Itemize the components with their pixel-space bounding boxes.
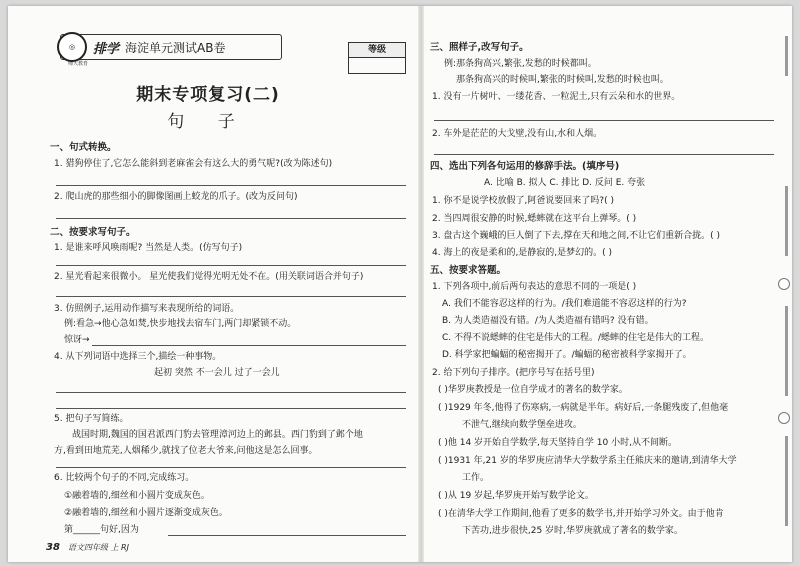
answer-line[interactable]: [56, 408, 406, 409]
brand-logo-icon: ◎: [57, 32, 87, 62]
option-c: C. 不得不说蟋蟀的住宅是伟大的工程。/蟋蟀的住宅是伟大的工程。: [442, 333, 710, 343]
question-3-1: 1. 没有一片树叶、一缕花香、一粒泥土,只有云朵和水的世界。: [432, 92, 681, 102]
section-heading-2: 二、按要求写句子。: [50, 227, 136, 238]
option-b: B. 为人类造福没有错。/为人类造福有错吗? 没有错。: [442, 316, 654, 326]
question-2-4-words: 起初 突然 不一会儿 过了一会儿: [154, 368, 280, 378]
answer-line[interactable]: [56, 467, 406, 468]
grade-label: 等级: [349, 43, 405, 58]
question-2-5-text-1: 战国时期,魏国的国君派西门豹去管理漳河边上的邺县。西门豹到了邺个地: [72, 430, 363, 440]
answer-line[interactable]: [56, 265, 406, 266]
sort-sentence-4b: 工作。: [462, 473, 490, 483]
right-page: [424, 6, 792, 562]
question-2-3-word: 惊讶→: [64, 335, 90, 345]
grade-box: [348, 42, 406, 74]
question-2-4: 4. 从下列词语中选择三个,描绘一种事物。: [54, 352, 222, 362]
binding-bar: [785, 186, 788, 256]
answer-line[interactable]: [56, 296, 406, 297]
brand-tagline: 师大教育: [68, 61, 89, 67]
binding-bar: [785, 36, 788, 76]
question-2-6-sentence-1: ①融着墙的,细丝和小圆片变成灰色。: [64, 491, 210, 501]
footer-text: 语文四年级 上 RJ: [67, 543, 129, 552]
option-d: D. 科学家把蝙蝠的秘密揭开了。/蝙蝠的秘密被科学家揭开了。: [442, 350, 692, 360]
section-3-example-2: 那条狗高兴的时候叫,繁张的时候叫,发愁的时候也叫。: [456, 75, 669, 85]
sort-sentence-6b: 下苦功,进步很快,25 岁时,华罗庚就成了著名的数学家。: [462, 526, 683, 536]
question-2-6-fill: 第______句好,因为: [64, 525, 139, 535]
question-2-3-example: 例:看急→他心急如焚,快步地找去宿车门,两门却紧锁不动。: [64, 319, 297, 329]
question-1-2: 2. 爬山虎的那些细小的脚像图画上蛟龙的爪子。(改为反问句): [54, 192, 298, 202]
page-number: 38: [46, 542, 60, 553]
section-heading-3: 三、照样子,改写句子。: [430, 42, 529, 53]
book-spread: [8, 6, 792, 562]
sort-sentence-3: ( )他 14 岁开始自学数学,每天坚持自学 10 小时,从不间断。: [438, 438, 677, 448]
section-4-options: A. 比喻 B. 拟人 C. 排比 D. 反问 E. 夸张: [484, 178, 646, 188]
section-heading-5: 五、按要求答题。: [430, 265, 507, 276]
brand-name: 排学: [93, 41, 120, 57]
option-a: A. 我们不能容忍这样的行为。/我们难道能不容忍这样的行为?: [442, 299, 687, 309]
sort-sentence-5: ( )从 19 岁起,华罗庚开始写数学论文。: [438, 491, 594, 501]
binding-marks: [778, 6, 792, 562]
page-title: 期末专项复习(二): [136, 85, 280, 105]
question-2-6-sentence-2: ②融着墙的,细丝和小圆片逐渐变成灰色。: [64, 508, 228, 518]
question-5-2: 2. 给下列句子排序。(把序号写在括号里): [432, 368, 595, 378]
left-page: [8, 6, 418, 562]
question-2-2: 2. 星光看起来很微小。 星光使我们觉得光明无处不在。(用关联词语合并句子): [54, 272, 364, 282]
question-1-1: 1. 猎狗停住了,它怎么能斜到老麻雀会有这么大的勇气呢?(改为陈述句): [54, 159, 333, 169]
binding-bar: [785, 436, 788, 526]
section-heading-1: 一、句式转换。: [50, 142, 117, 153]
sort-sentence-1: ( )华罗庚教授是一位自学成才的著名的数学家。: [438, 385, 628, 395]
answer-line[interactable]: [56, 392, 406, 393]
question-3-2: 2. 车外是茫茫的大戈壁,没有山,水和人烟。: [432, 129, 603, 139]
question-2-5-text-2: 方,看到田地荒芜,人烟稀少,就找了位老大爷来,问他这是怎么回事。: [54, 446, 318, 456]
binding-ring-icon: [778, 278, 790, 290]
page-subtitle: 句 子: [167, 112, 249, 132]
question-4-1: 1. 你不是说学校放假了,阿爸说要回来了吗?( ): [432, 196, 614, 206]
binding-bar: [785, 306, 788, 396]
question-2-1: 1. 是谁来呼风唤雨呢? 当然是人类。(仿写句子): [54, 243, 243, 253]
answer-line[interactable]: [92, 345, 406, 346]
answer-line[interactable]: [168, 535, 406, 536]
answer-line[interactable]: [434, 120, 774, 121]
section-heading-4: 四、选出下列各句运用的修辞手法。(填序号): [430, 161, 620, 172]
sort-sentence-2b: 不泄气,继续向数学堡垒进攻。: [462, 420, 582, 430]
sort-sentence-4a: ( )1931 年,21 岁的华罗庚应清华大学数学系主任熊庆来的邀请,到清华大学: [438, 456, 737, 466]
question-5-1: 1. 下列各项中,前后两句表达的意思不同的一项是( ): [432, 282, 637, 292]
brand-subtitle: 海淀单元测试AB卷: [125, 40, 226, 55]
page-footer: [46, 542, 129, 553]
binding-ring-icon: [778, 412, 790, 424]
question-4-3: 3. 盘古这个巍峨的巨人倒了下去,撑在天和地之间,不让它们重新合拢。( ): [432, 231, 721, 241]
question-2-5: 5. 把句子写简练。: [54, 414, 129, 424]
question-2-6: 6. 比较两个句子的不同,完成练习。: [54, 473, 195, 483]
question-4-4: 4. 海上的夜是柔和的,是静寂的,是梦幻的。( ): [432, 248, 613, 258]
answer-line[interactable]: [56, 218, 406, 219]
question-2-3: 3. 仿照例子,运用动作描写来表现所给的词语。: [54, 304, 240, 314]
sort-sentence-6a: ( )在清华大学工作期间,他看了更多的数学书,并开始学习外文。由于他肯: [438, 509, 724, 519]
sort-sentence-2a: ( )1929 年冬,他得了伤寒病,一病就是半年。病好后,一条腿残废了,但他毫: [438, 403, 729, 413]
answer-line[interactable]: [56, 185, 406, 186]
question-4-2: 2. 当四周很安静的时候,蟋蟀就在这平台上弹琴。( ): [432, 214, 637, 224]
brand-banner: [60, 34, 282, 60]
answer-line[interactable]: [434, 154, 774, 155]
section-3-example-1: 例:那条狗高兴,繁张,发愁的时候都叫。: [444, 59, 597, 69]
